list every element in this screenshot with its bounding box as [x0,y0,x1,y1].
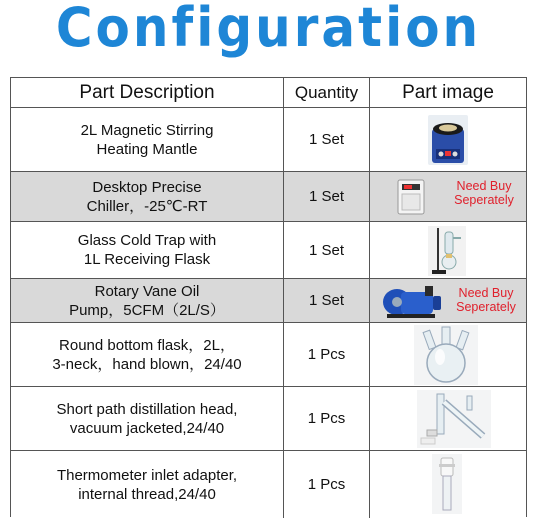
note-line: Seperately [454,193,514,207]
table-row [11,387,526,451]
description-line: vacuum jacketed,24/40 [69,419,225,437]
part-quantity: 1 Set [284,279,370,322]
part-description [11,451,284,518]
table-row [11,108,526,172]
part-quantity: 1 Pcs [284,387,370,450]
description-line: Chiller，-25℃-RT [86,197,208,215]
table-row [11,451,526,518]
round-bottom-flask-icon [414,325,478,385]
part-description [11,108,284,171]
thermometer-adapter-icon [432,454,462,514]
part-image-cell [370,222,526,278]
header-part-description: Part Description [11,78,284,107]
part-quantity: 1 Set [284,172,370,221]
table-row [11,172,526,222]
note-line: Need Buy [458,286,514,300]
need-buy-note [446,179,522,207]
part-quantity: 1 Pcs [284,451,370,518]
description-line: Rotary Vane Oil [94,282,200,300]
heating-mantle-icon [426,113,470,167]
part-quantity: 1 Pcs [284,323,370,386]
description-line: Heating Mantle [96,140,198,158]
table-row [11,279,526,323]
cold-trap-icon [428,226,466,276]
part-image-cell [370,279,526,322]
part-description [11,172,284,221]
description-line: Glass Cold Trap with [77,232,217,249]
part-description [11,323,284,386]
header-part-image: Part image [402,81,494,103]
description-line: Round bottom flask，2L， [59,336,235,354]
page-title: Configuration [55,0,482,59]
note-line: Need Buy [456,179,512,193]
description-line: Pump，5CFM（2L/S） [69,301,225,319]
description-line: 3-neck，hand blown，24/40 [52,355,242,373]
part-description [11,279,284,322]
part-image-cell [370,451,526,518]
table-row [11,222,526,279]
part-image-cell [370,172,526,221]
chiller-icon [396,178,426,216]
part-quantity: 1 Set [284,108,370,171]
part-image-cell [370,323,526,386]
note-line: Seperately [456,300,516,314]
description-line: internal thread,24/40 [78,485,216,503]
part-quantity: 1 Set [284,222,370,278]
table-row [11,323,526,387]
description-line: Thermometer inlet adapter, [56,466,238,484]
header-quantity: Quantity [284,78,370,107]
vacuum-pump-icon [381,282,443,320]
description-line: Desktop Precise [92,178,202,196]
part-image-cell [370,108,526,171]
description-line: 2L Magnetic Stirring [80,121,214,139]
part-image-cell [370,387,526,450]
need-buy-note [447,286,525,314]
part-description [11,387,284,450]
part-description [11,222,284,278]
configuration-table [10,77,527,517]
description-line: 1L Receiving Flask [83,251,211,268]
table-header-row [11,78,526,108]
description-line: Short path distillation head, [56,400,238,418]
distillation-head-icon [417,390,491,448]
